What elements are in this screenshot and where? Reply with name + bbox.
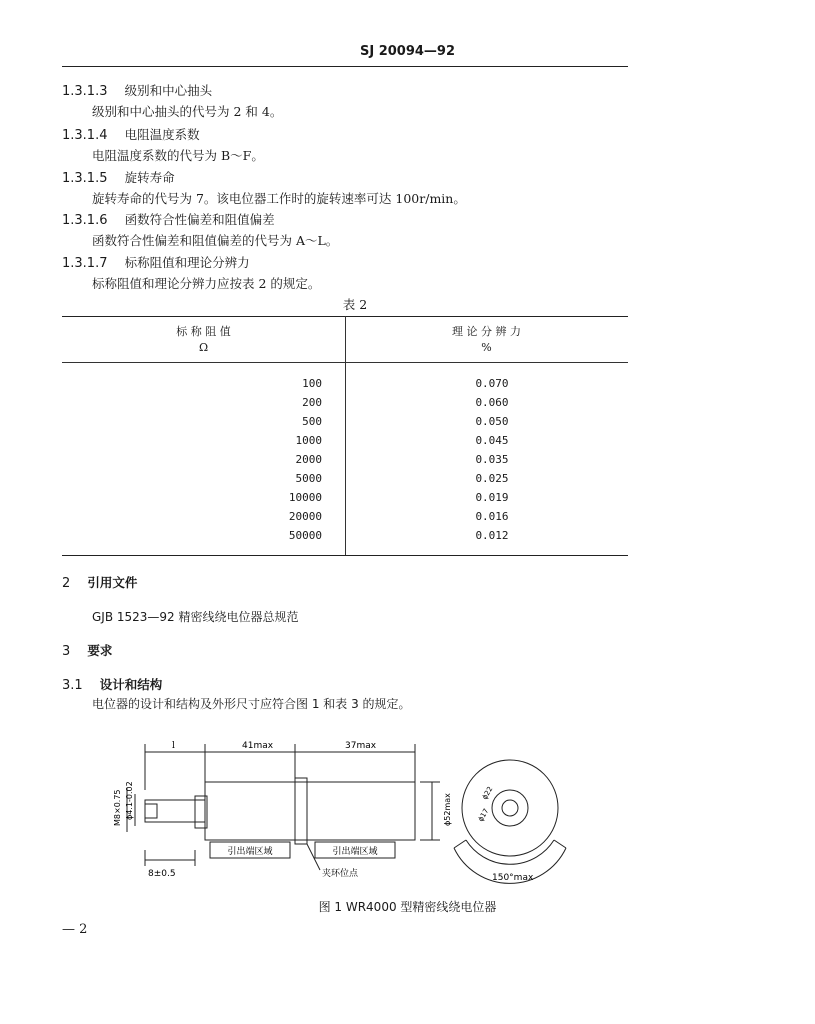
dim-label-52: ϕ52max [443,793,452,826]
clause-number: 1.3.1.5 [62,171,108,186]
dim-label-r22: ϕ22 [480,785,495,801]
dim-label-8: 8±0.5 [148,869,176,879]
cell-resolution: 0.045 [475,434,509,447]
dim-label-150: 150°max [492,873,534,883]
cell-resolution: 0.035 [475,453,509,466]
clause-number: 1.3.1.6 [62,213,108,228]
cell-resistance: 10000 [288,491,322,504]
section-31-heading [62,674,162,693]
arc-end-line [554,840,566,848]
section-3-heading [62,640,112,659]
clause-text: 标称阻值和理论分辨力应按表 2 的规定。 [92,276,321,291]
clause-title: 电阻温度系数 [124,127,200,142]
cell-resolution: 0.025 [475,472,509,485]
arc-end-line [454,840,466,848]
front-circle-outer [462,760,558,856]
section-2-heading [62,572,137,591]
col-unit-resolution: % [481,341,492,354]
clamp-label: 夹环位点 [322,869,359,879]
dim-label-37: 37max [345,741,377,751]
cell-resolution: 0.019 [475,491,509,504]
clamp-ring [295,778,307,844]
cell-resistance: 50000 [288,529,322,542]
cell-resolution: 0.070 [475,377,509,390]
cell-resistance: 200 [302,396,322,409]
clause-number: 1.3.1.4 [62,128,108,143]
table-2 [62,316,628,556]
header-rule [62,66,628,67]
terminal-area-label-left: 引出端区域 [227,847,273,857]
clause-text: 级别和中心抽头的代号为 2 和 4。 [92,104,283,119]
figure-1-drawing [100,730,580,890]
cell-resolution: 0.012 [475,529,509,542]
col-unit-resistance: Ω [198,341,209,354]
section-title: 设计和结构 [99,677,163,692]
clause-text: 旋转寿命的代号为 7。该电位器工作时的旋转速率可达 100r/min。 [92,191,466,206]
cell-resistance: 1000 [295,434,322,447]
shaft-end [145,804,157,818]
front-circle-mid [492,790,528,826]
section-title: 要求 [87,643,113,658]
clause-number: 1.3.1.7 [62,256,108,271]
cell-resolution: 0.016 [475,510,509,523]
clause-title: 级别和中心抽头 [124,83,213,98]
clause-1317 [62,252,250,271]
cell-resistance: 500 [302,415,322,428]
front-circle-inner [502,800,518,816]
reference-doc: GJB 1523—92 精密线绕电位器总规范 [92,610,299,624]
cell-resistance: 100 [302,377,322,390]
dim-label-d41: ϕ4.1-0.02 [125,781,134,820]
table-bottom-rule [62,555,628,556]
clause-title: 旋转寿命 [124,170,175,185]
col-header-resolution: 理 论 分 辨 力 [452,325,521,338]
cell-resistance: 2000 [295,453,322,466]
clamp-leader [307,844,320,870]
terminal-arc [466,840,554,864]
body [205,782,415,840]
clause-text: 电阻温度系数的代号为 B～F。 [92,148,264,163]
clause-text: 函数符合性偏差和阻值偏差的代号为 A～L。 [92,233,339,248]
dim-label-m8: M8×0.75 [113,789,122,826]
clause-title: 函数符合性偏差和阻值偏差 [124,212,275,227]
clause-1314 [62,124,200,143]
clause-1316 [62,209,275,228]
section-title: 引用文件 [87,575,138,590]
section-number: 3.1 [62,678,83,693]
table-caption: 表 2 [342,297,368,312]
clause-1313 [62,80,212,99]
shaft [145,800,205,822]
cell-resolution: 0.050 [475,415,509,428]
page-number: — 2 [62,922,88,937]
dim-label-r17: ϕ17 [476,807,491,823]
dim-label-l: l [172,741,175,751]
dim-label-41: 41max [242,741,274,751]
cell-resolution: 0.060 [475,396,509,409]
section-number: 3 [62,644,71,659]
cell-resistance: 20000 [288,510,322,523]
table-header-rule [62,362,628,363]
cell-resistance: 5000 [295,472,322,485]
section-number: 2 [62,576,71,591]
col-header-resistance: 标 称 阻 值 [176,325,231,338]
section-31-text: 电位器的设计和结构及外形尺寸应符合图 1 和表 3 的规定。 [92,697,411,711]
terminal-area-label-right: 引出端区域 [332,847,378,857]
figure-caption: 图 1 WR4000 型精密线绕电位器 [318,900,497,914]
clause-number: 1.3.1.3 [62,84,108,99]
clause-title: 标称阻值和理论分辨力 [124,255,250,270]
page-header: SJ 20094—92 [359,44,456,59]
clause-1315 [62,167,175,186]
